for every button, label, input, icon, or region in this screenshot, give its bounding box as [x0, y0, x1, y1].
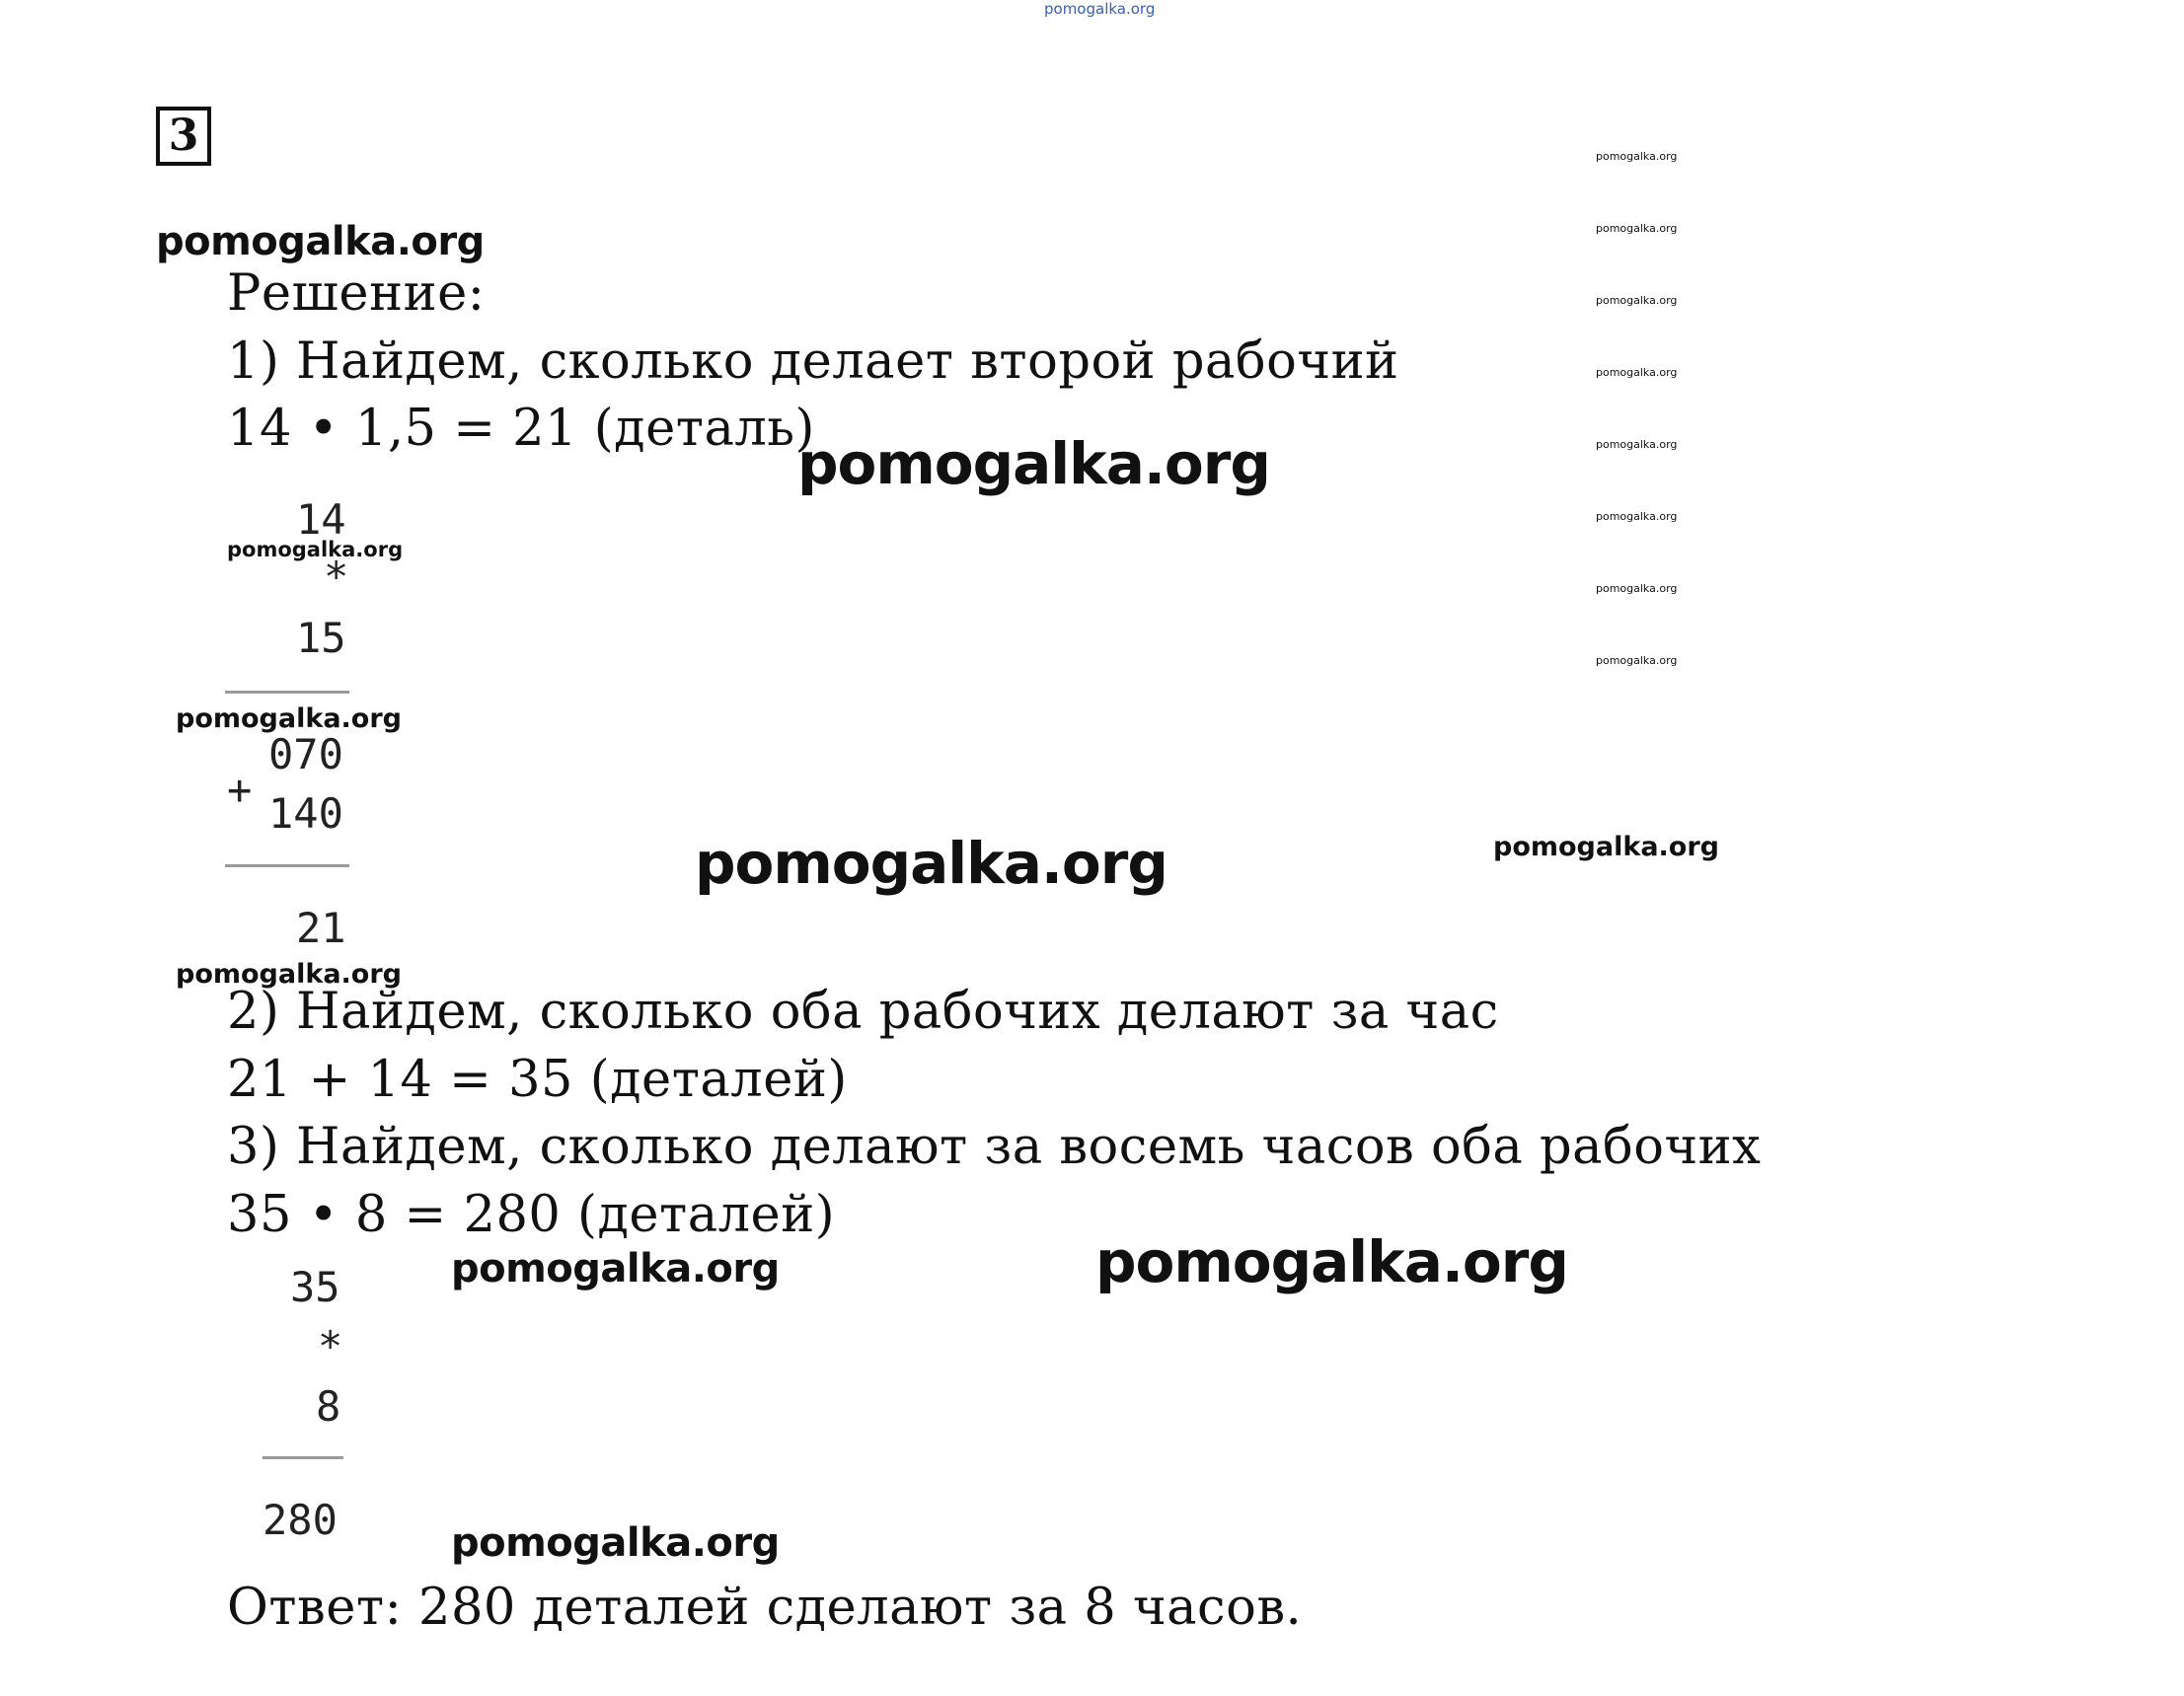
calc2-rule — [263, 1456, 343, 1459]
calc1-operand-b: 15 — [296, 614, 346, 662]
equation-1: 14 • 1,5 = 21 (деталь) — [227, 400, 815, 458]
step-1-text: 1) Найдем, сколько делает второй рабочий — [227, 332, 1399, 391]
watermark: pomogalka.org — [451, 1246, 780, 1291]
calc1-rule-2 — [225, 864, 349, 867]
calc2-operator: * — [318, 1322, 343, 1370]
step-3-text: 3) Найдем, сколько делают за восемь часов оба рабочих — [227, 1118, 1762, 1176]
watermark: pomogalka.org — [1095, 1228, 1568, 1295]
calc1-operator: * — [324, 553, 349, 601]
answer-text: Ответ: 280 деталей сделают за 8 часов. — [227, 1579, 1303, 1637]
calc2-operand-a: 35 — [290, 1263, 340, 1311]
side-watermark: pomogalka.org — [1596, 438, 1678, 451]
watermark: pomogalka.org — [176, 703, 402, 734]
side-watermark: pomogalka.org — [1596, 294, 1678, 307]
step-2-text: 2) Найдем, сколько оба рабочих делают за час — [227, 983, 1499, 1041]
side-watermark: pomogalka.org — [1596, 510, 1678, 523]
calc2-result: 280 — [263, 1496, 338, 1544]
side-watermark: pomogalka.org — [1596, 654, 1678, 667]
side-watermark: pomogalka.org — [1596, 582, 1678, 595]
watermark: pomogalka.org — [156, 219, 485, 264]
watermark: pomogalka.org — [695, 830, 1167, 897]
calc1-plus: + — [227, 766, 253, 814]
equation-3: 35 • 8 = 280 (деталей) — [227, 1186, 836, 1244]
side-watermark: pomogalka.org — [1596, 222, 1678, 235]
calc1-result: 21 — [296, 904, 346, 952]
calc1-partial-2: 140 — [268, 789, 343, 838]
equation-2: 21 + 14 = 35 (деталей) — [227, 1051, 848, 1109]
solution-heading: Решение: — [227, 264, 486, 323]
header-watermark: pomogalka.org — [1044, 0, 1156, 18]
watermark: pomogalka.org — [451, 1520, 780, 1566]
calc1-partial-1: 070 — [268, 730, 343, 778]
watermark: pomogalka.org — [1493, 832, 1719, 862]
side-watermark: pomogalka.org — [1596, 150, 1678, 163]
watermark: pomogalka.org — [797, 430, 1270, 497]
watermark: pomogalka.org — [176, 959, 402, 990]
watermark: pomogalka.org — [227, 538, 404, 561]
task-number-box: 3 — [156, 107, 211, 166]
calc1-rule-1 — [225, 691, 349, 694]
calc1-operand-a: 14 — [296, 495, 346, 544]
calc2-operand-b: 8 — [316, 1382, 341, 1431]
side-watermark: pomogalka.org — [1596, 366, 1678, 379]
